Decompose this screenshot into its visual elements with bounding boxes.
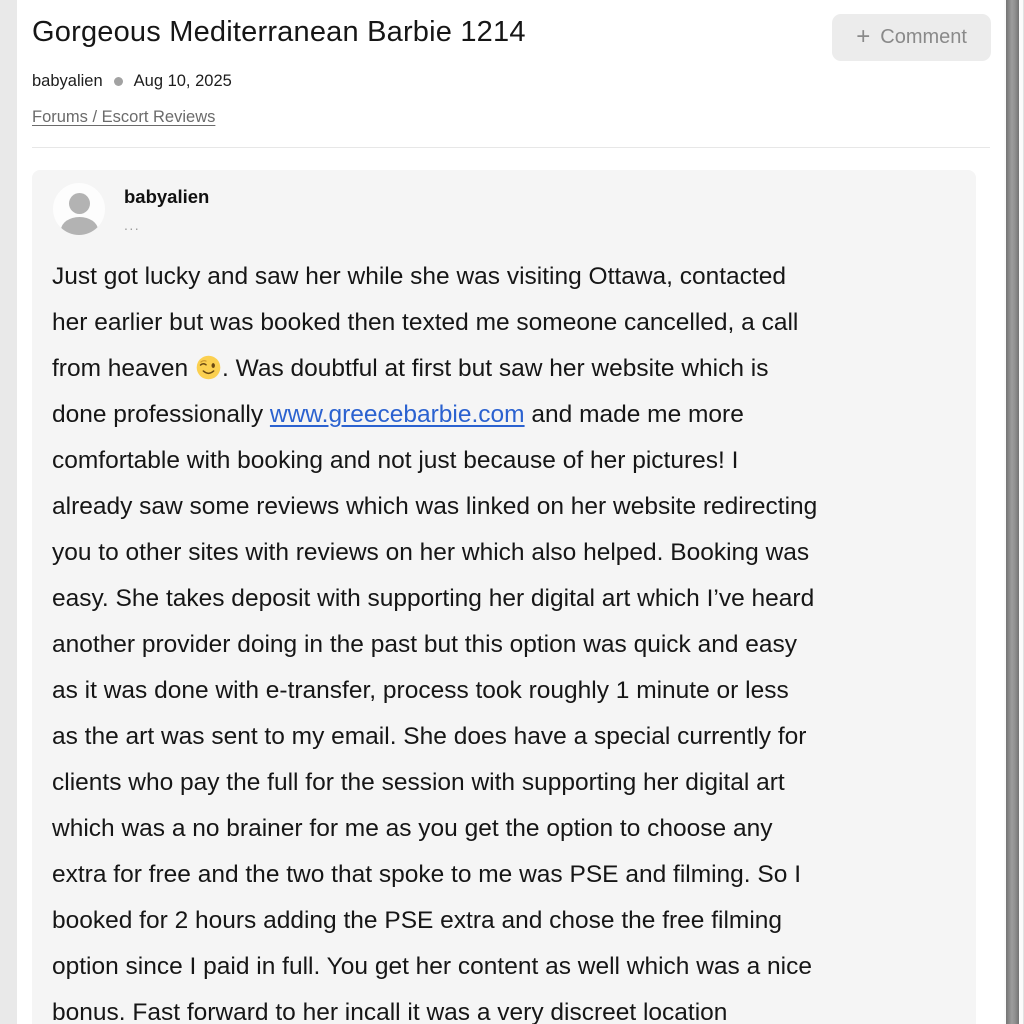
- post-body-line: her earlier but was booked then texted me someone cancelled, a call: [52, 309, 799, 336]
- website-link[interactable]: www.greecebarbie.com: [269, 401, 525, 428]
- post-body-text: . Was doubtful at first but saw her website which is: [222, 355, 769, 382]
- byline: [32, 72, 232, 91]
- avatar-person-icon: [69, 193, 90, 214]
- scrollbar[interactable]: [1004, 0, 1024, 1024]
- post-body-line: comfortable with booking and not just because of her pictures! I: [52, 447, 739, 474]
- byline-separator-dot: [114, 77, 123, 86]
- post-body-text: from heaven: [52, 355, 195, 382]
- post-body-line: extra for free and the two that spoke to me was PSE and filming. So I: [52, 861, 801, 888]
- post-user-block: [124, 183, 209, 235]
- post-body-line: [52, 392, 957, 438]
- avatar-person-icon-shoulders: [61, 217, 98, 235]
- post-body-text: done professionally: [52, 401, 270, 428]
- post-body-line: Just got lucky and saw her while she was visiting Ottawa, contacted: [52, 263, 786, 290]
- comment-button-label: Comment: [880, 26, 967, 48]
- post-body-line: easy. She takes deposit with supporting her digital art which I’ve heard: [52, 585, 815, 612]
- post-body-line: as the art was sent to my email. She does have a special currently for: [52, 723, 807, 750]
- avatar[interactable]: [53, 183, 105, 235]
- plus-icon: +: [856, 22, 871, 50]
- header-divider: [32, 147, 990, 148]
- post-body-line: clients who pay the full for the session with supporting her digital art: [52, 769, 785, 796]
- post-body-text: and made me more: [524, 401, 744, 428]
- byline-author: babyalien: [32, 72, 103, 90]
- post-author-name: babyalien: [124, 186, 210, 207]
- post-meta-ellipsis: ...: [124, 217, 141, 233]
- post-body-line: booked for 2 hours adding the PSE extra and chose the free filming: [52, 907, 783, 934]
- post-body-line: as it was done with e-transfer, process took roughly 1 minute or less: [52, 677, 789, 704]
- comment-button[interactable]: [832, 14, 991, 61]
- post-body-line: which was a no brainer for me as you get the option to choose any: [52, 815, 773, 842]
- post-body-line: bonus. Fast forward to her incall it was a very discreet location: [52, 999, 728, 1024]
- scrollbar-thumb[interactable]: [1006, 0, 1019, 1024]
- post-body-line: [52, 346, 957, 392]
- post-body-line: you to other sites with reviews on her which also helped. Booking was: [52, 539, 810, 566]
- post-header: [53, 183, 209, 235]
- post-card: [32, 170, 976, 1024]
- breadcrumb[interactable]: Forums / Escort Reviews: [32, 108, 216, 126]
- page-title: Gorgeous Mediterranean Barbie 1214: [32, 16, 526, 48]
- post-body-line: another provider doing in the past but this option was quick and easy: [52, 631, 798, 658]
- post-body-line: option since I paid in full. You get her content as well which was a nice: [52, 953, 812, 980]
- winking-face-emoji-icon: [196, 355, 221, 380]
- left-gutter: [0, 0, 17, 1024]
- post-body: [52, 254, 957, 1024]
- byline-date: Aug 10, 2025: [133, 72, 232, 90]
- post-body-line: already saw some reviews which was linked on her website redirecting: [52, 493, 818, 520]
